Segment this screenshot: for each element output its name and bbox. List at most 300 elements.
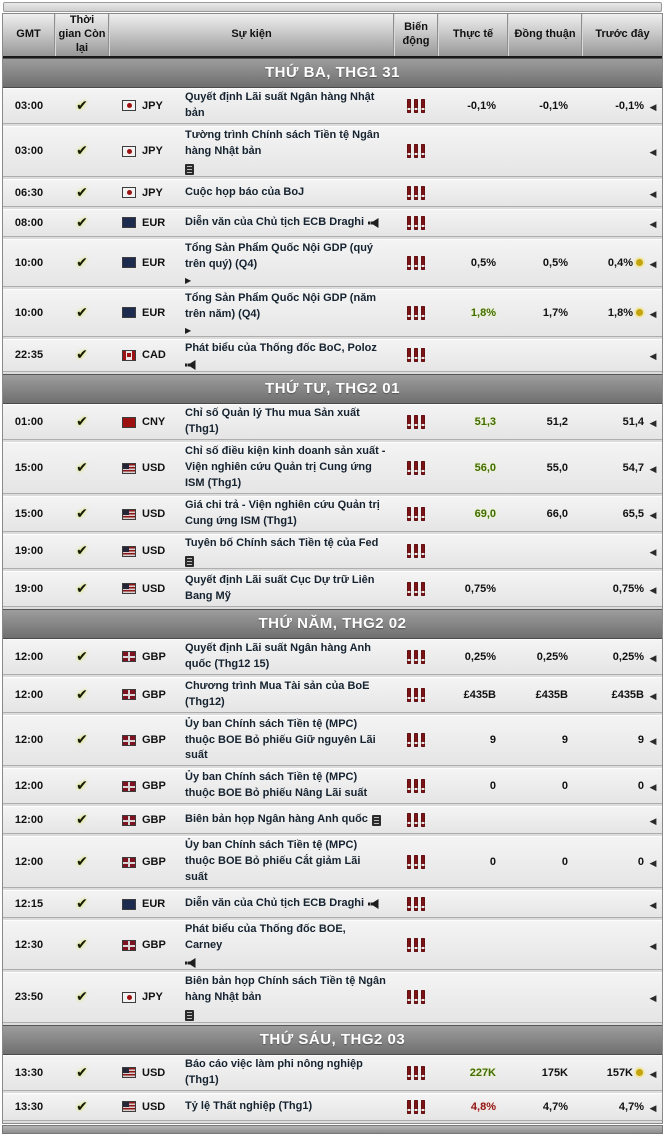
event-time: 10:00 — [14, 256, 44, 269]
time-left-cell — [55, 686, 109, 704]
previous-cell — [582, 508, 644, 520]
currency-code: USD — [142, 582, 166, 595]
previous-cell — [582, 416, 644, 428]
time-left-cell — [55, 459, 109, 477]
consensus-value: 4,7% — [542, 1100, 568, 1113]
expand-arrow-icon[interactable]: ◀ — [649, 188, 657, 199]
time-left-cell — [55, 214, 109, 232]
event-title: Giá chi trả - Viện nghiên cứu Quản trị Cung ứng ISM (Thg1) — [185, 499, 380, 528]
event-time: 12:00 — [14, 814, 44, 827]
event-row[interactable] — [3, 715, 662, 767]
check-icon: ✔ — [76, 303, 88, 320]
expand-cell — [644, 1064, 662, 1082]
currency-cell — [109, 416, 185, 428]
flag-icon-usd — [122, 463, 136, 474]
previous-value: £435B — [611, 688, 644, 701]
event-row[interactable] — [3, 890, 662, 918]
table-header — [3, 14, 662, 58]
event-row[interactable] — [3, 126, 662, 177]
flag-icon-usd — [122, 583, 136, 594]
previous-cell — [582, 583, 644, 595]
volatility-icon — [407, 990, 425, 1004]
event-row[interactable] — [3, 972, 662, 1023]
event-cell — [185, 241, 394, 285]
previous-cell — [582, 462, 644, 474]
expand-arrow-icon[interactable]: ◀ — [649, 547, 657, 558]
currency-code: USD — [142, 462, 166, 475]
event-row[interactable] — [3, 239, 662, 287]
currency-code: GBP — [142, 939, 166, 951]
expand-arrow-icon[interactable]: ◀ — [649, 993, 657, 1004]
check-icon: ✔ — [76, 346, 88, 363]
time-left-cell — [55, 895, 109, 913]
currency-cell — [109, 898, 185, 910]
event-cell — [185, 536, 394, 567]
expand-arrow-icon[interactable]: ◀ — [649, 690, 657, 701]
check-icon: ✔ — [76, 579, 88, 596]
event-title: Ủy ban Chính sách Tiền tệ (MPC) thuộc BOE Bỏ phiếu Cắt giảm Lãi suất — [185, 839, 361, 884]
currency-code: JPY — [142, 145, 163, 158]
event-row[interactable] — [3, 339, 662, 373]
time-left-cell — [55, 936, 109, 954]
event-cell — [185, 185, 394, 201]
currency-cell — [109, 1067, 185, 1079]
bottom-scrollbar[interactable] — [2, 1125, 663, 1134]
expand-arrow-icon[interactable]: ◀ — [649, 258, 657, 269]
flag-icon-gbp — [122, 815, 136, 826]
event-time: 23:50 — [14, 991, 44, 1004]
event-row[interactable] — [3, 179, 662, 207]
play-icon[interactable]: ▶ — [185, 325, 192, 335]
actual-value: 56,0 — [474, 462, 496, 475]
currency-cell — [109, 545, 185, 557]
actual-value: 4,8% — [470, 1100, 496, 1113]
volatility-cell — [394, 688, 438, 702]
expand-arrow-icon[interactable]: ◀ — [649, 816, 657, 827]
event-title: Phát biểu của Thống đốc BoC, Poloz — [185, 341, 377, 354]
currency-cell — [109, 651, 185, 663]
time-left-cell — [55, 853, 109, 871]
flag-icon-usd — [122, 546, 136, 557]
expand-cell — [644, 142, 662, 160]
flag-icon-usd — [122, 509, 136, 520]
previous-cell — [582, 1067, 644, 1079]
check-icon: ✔ — [76, 811, 88, 828]
expand-cell — [644, 580, 662, 598]
expand-cell — [644, 936, 662, 954]
expand-arrow-icon[interactable]: ◀ — [649, 351, 657, 362]
event-time: 01:00 — [14, 416, 44, 429]
previous-value: 54,7 — [622, 462, 644, 475]
previous-value: 51,4 — [622, 416, 644, 429]
volatility-icon — [407, 1066, 425, 1080]
expand-arrow-icon[interactable]: ◀ — [649, 464, 657, 475]
volatility-icon — [407, 813, 425, 827]
check-icon: ✔ — [76, 895, 88, 912]
consensus-value: 9 — [561, 734, 568, 747]
expand-cell — [644, 686, 662, 704]
currency-cell — [109, 100, 185, 112]
event-cell — [185, 291, 394, 335]
actual-value: 9 — [489, 734, 496, 747]
flag-icon-usd — [122, 1067, 136, 1078]
event-cell — [185, 679, 394, 711]
expand-arrow-icon[interactable]: ◀ — [649, 900, 657, 911]
expand-cell — [644, 304, 662, 322]
volatility-icon — [407, 650, 425, 664]
flag-icon-eur — [122, 217, 136, 228]
volatility-icon — [407, 461, 425, 475]
event-cell — [185, 573, 394, 605]
col-header-previous: Trước đây — [582, 14, 662, 56]
volatility-cell — [394, 306, 438, 320]
volatility-icon — [407, 216, 425, 230]
event-title: Tổng Sản Phẩm Quốc Nội GDP (năm trên năm) (Q4) — [185, 291, 377, 320]
flag-icon-gbp — [122, 781, 136, 792]
event-time: 15:00 — [14, 508, 44, 521]
volatility-icon — [407, 733, 425, 747]
expand-arrow-icon[interactable]: ◀ — [649, 858, 657, 869]
consensus-value: 0,25% — [536, 650, 568, 663]
event-cell — [185, 896, 394, 912]
event-row[interactable] — [3, 289, 662, 337]
volatility-cell — [394, 1066, 438, 1080]
currency-cell — [109, 734, 185, 746]
event-cell — [185, 922, 394, 968]
volatility-cell — [394, 650, 438, 664]
volatility-cell — [394, 813, 438, 827]
expand-cell — [644, 214, 662, 232]
event-time: 12:00 — [14, 780, 44, 793]
currency-cell — [109, 462, 185, 474]
currency-code: GBP — [142, 780, 166, 793]
event-cell — [185, 406, 394, 438]
event-time: 06:30 — [14, 186, 44, 199]
expand-cell — [644, 988, 662, 1006]
event-time: 19:00 — [14, 582, 44, 595]
check-icon: ✔ — [76, 853, 88, 870]
previous-cell — [582, 856, 644, 868]
event-title: Ủy ban Chính sách Tiền tệ (MPC) thuộc BOE Bỏ phiếu Nâng Lãi suất — [185, 771, 368, 800]
previous-value: 0 — [637, 780, 644, 793]
currency-cell — [109, 349, 185, 361]
flag-icon-cny — [122, 417, 136, 428]
actual-value: 0,75% — [464, 582, 496, 595]
check-icon: ✔ — [76, 777, 88, 794]
consensus-value: £435B — [535, 688, 568, 701]
volatility-icon — [407, 688, 425, 702]
time-left-cell — [55, 777, 109, 795]
event-cell — [185, 1099, 394, 1115]
revision-dot — [636, 259, 643, 266]
event-title: Diễn văn của Chủ tịch ECB Draghi — [185, 215, 365, 228]
event-title: Diễn văn của Chủ tịch ECB Draghi — [185, 897, 365, 910]
event-row[interactable] — [3, 496, 662, 532]
event-cell — [185, 641, 394, 673]
check-icon: ✔ — [76, 685, 88, 702]
event-title: Tuyên bố Chính sách Tiền tệ của Fed — [185, 537, 379, 549]
volatility-cell — [394, 186, 438, 200]
expand-cell — [644, 853, 662, 871]
currency-code: USD — [142, 1100, 166, 1113]
check-icon: ✔ — [76, 413, 88, 430]
event-row[interactable] — [3, 571, 662, 607]
consensus-value: -0,1% — [539, 99, 568, 112]
previous-cell — [582, 651, 644, 663]
event-title: Biên bản họp Chính sách Tiền tệ Ngân hàng Nhật bản — [185, 974, 386, 1003]
event-title: Chỉ số Quản lý Thu mua Sản xuất (Thg1) — [185, 407, 360, 436]
col-header-event: Sự kiện — [109, 14, 394, 56]
time-left-cell — [55, 142, 109, 160]
event-cell — [185, 498, 394, 530]
volatility-cell — [394, 507, 438, 521]
actual-value: 0 — [489, 780, 496, 793]
expand-arrow-icon[interactable]: ◀ — [649, 218, 657, 229]
volatility-icon — [407, 779, 425, 793]
previous-value: 1,8% — [607, 306, 633, 319]
volatility-cell — [394, 99, 438, 113]
time-left-cell — [55, 505, 109, 523]
currency-code: JPY — [142, 991, 163, 1004]
event-cell — [185, 215, 394, 231]
currency-code: EUR — [142, 216, 166, 229]
event-time: 12:00 — [14, 734, 44, 747]
event-title: Chỉ số điều kiện kinh doanh sản xuất - Viện nghiên cứu Quản trị Cung ứng ISM (Thg1) — [185, 445, 386, 490]
report-icon — [185, 164, 194, 175]
event-title: Quyết định Lãi suất Cục Dự trữ Liên Bang Mỹ — [185, 573, 375, 602]
event-time: 12:00 — [14, 688, 44, 701]
currency-code: GBP — [142, 814, 166, 827]
event-row[interactable] — [3, 768, 662, 804]
time-left-cell — [55, 304, 109, 322]
volatility-icon — [407, 256, 425, 270]
event-time: 03:00 — [14, 99, 44, 112]
flag-icon-jpy — [122, 187, 136, 198]
event-cell — [185, 444, 394, 492]
speech-icon — [368, 218, 379, 228]
previous-cell — [582, 689, 644, 701]
event-title: Quyết định Lãi suất Ngân hàng Anh quốc (Thg12 15) — [185, 641, 371, 670]
col-header-gmt: GMT — [3, 14, 55, 56]
speech-icon — [185, 360, 196, 370]
event-cell — [185, 1057, 394, 1089]
volatility-cell — [394, 990, 438, 1004]
time-left-cell — [55, 648, 109, 666]
expand-cell — [644, 254, 662, 272]
expand-cell — [644, 1098, 662, 1116]
check-icon: ✔ — [76, 731, 88, 748]
col-header-volatility: Biến động — [394, 14, 438, 56]
volatility-cell — [394, 144, 438, 158]
volatility-icon — [407, 855, 425, 869]
volatility-cell — [394, 256, 438, 270]
check-icon: ✔ — [76, 1097, 88, 1114]
expand-arrow-icon[interactable]: ◀ — [649, 1102, 657, 1113]
check-icon: ✔ — [76, 213, 88, 230]
event-time: 13:30 — [14, 1066, 44, 1079]
actual-value: 0,5% — [470, 256, 496, 269]
col-header-actual: Thực tế — [438, 14, 508, 56]
flag-icon-gbp — [122, 857, 136, 868]
volatility-cell — [394, 348, 438, 362]
volatility-icon — [407, 582, 425, 596]
expand-cell — [644, 413, 662, 431]
currency-cell — [109, 689, 185, 701]
currency-code: GBP — [142, 734, 166, 747]
event-row[interactable] — [3, 920, 662, 970]
check-icon: ✔ — [76, 936, 88, 952]
event-time: 10:00 — [14, 306, 44, 319]
day-header: THỨ SÁU, THG2 03 — [3, 1025, 662, 1055]
actual-value: 227K — [469, 1066, 496, 1079]
time-left-cell — [55, 346, 109, 364]
flag-icon-gbp — [122, 940, 136, 951]
horizontal-scrollbar[interactable] — [3, 2, 662, 12]
event-cell — [185, 717, 394, 765]
event-row[interactable] — [3, 1093, 662, 1121]
play-icon[interactable]: ▶ — [185, 275, 192, 285]
check-icon: ✔ — [76, 253, 88, 270]
economic-calendar-table — [2, 13, 663, 1124]
expand-arrow-icon[interactable]: ◀ — [649, 652, 657, 663]
expand-arrow-icon[interactable]: ◀ — [649, 101, 657, 112]
volatility-icon — [407, 544, 425, 558]
expand-arrow-icon[interactable]: ◀ — [649, 418, 657, 429]
expand-arrow-icon[interactable]: ◀ — [649, 308, 657, 319]
currency-code: JPY — [142, 186, 163, 199]
expand-arrow-icon[interactable]: ◀ — [649, 510, 657, 521]
time-left-cell — [55, 254, 109, 272]
volatility-icon — [407, 348, 425, 362]
expand-arrow-icon[interactable]: ◀ — [649, 147, 657, 158]
event-cell — [185, 838, 394, 886]
event-title: Biên bản họp Ngân hàng Anh quốc — [185, 813, 368, 826]
currency-code: GBP — [142, 856, 166, 869]
event-row[interactable] — [3, 534, 662, 569]
event-cell — [185, 812, 394, 828]
currency-cell — [109, 856, 185, 868]
flag-icon-gbp — [122, 735, 136, 746]
consensus-value: 175K — [541, 1066, 568, 1079]
expand-cell — [644, 505, 662, 523]
event-time: 12:00 — [14, 650, 44, 663]
currency-cell — [109, 814, 185, 826]
report-icon — [185, 1010, 194, 1021]
currency-cell — [109, 257, 185, 269]
currency-code: CNY — [142, 416, 166, 429]
event-row[interactable] — [3, 639, 662, 675]
event-title: Tổng Sản Phẩm Quốc Nội GDP (quý trên quý) (Q4) — [185, 241, 374, 270]
event-title: Cuộc họp báo của BoJ — [185, 185, 305, 198]
event-time: 19:00 — [14, 545, 44, 558]
expand-arrow-icon[interactable]: ◀ — [649, 584, 657, 595]
expand-cell — [644, 895, 662, 913]
volatility-icon — [407, 99, 425, 113]
expand-cell — [644, 777, 662, 795]
event-time: 22:35 — [14, 349, 44, 362]
time-left-cell — [55, 580, 109, 598]
volatility-cell — [394, 938, 438, 952]
time-left-cell — [55, 542, 109, 560]
flag-icon-jpy — [122, 146, 136, 157]
consensus-value: 0,5% — [542, 256, 568, 269]
volatility-cell — [394, 544, 438, 558]
currency-cell — [109, 780, 185, 792]
currency-code: USD — [142, 545, 166, 558]
event-time: 12:15 — [14, 898, 44, 911]
actual-value: 1,8% — [470, 306, 496, 319]
day-header: THỨ BA, THG1 31 — [3, 58, 662, 88]
previous-value: 0,75% — [612, 582, 644, 595]
previous-value: 0 — [637, 856, 644, 869]
check-icon: ✔ — [76, 647, 88, 664]
consensus-value: 0 — [561, 856, 568, 869]
volatility-icon — [407, 415, 425, 429]
time-left-cell — [55, 97, 109, 115]
event-time: 15:00 — [14, 462, 44, 475]
event-time: 12:30 — [14, 939, 44, 951]
time-left-cell — [55, 811, 109, 829]
event-row[interactable] — [3, 88, 662, 124]
expand-arrow-icon[interactable]: ◀ — [649, 941, 657, 951]
currency-code: GBP — [142, 650, 166, 663]
event-time: 13:30 — [14, 1100, 44, 1113]
event-row[interactable] — [3, 442, 662, 494]
volatility-icon — [407, 938, 425, 952]
event-row[interactable] — [3, 404, 662, 440]
col-header-time-left: Thời gian Còn lại — [55, 14, 109, 56]
flag-icon-usd — [122, 1101, 136, 1112]
expand-cell — [644, 542, 662, 560]
previous-cell — [582, 1101, 644, 1113]
speech-icon — [368, 899, 379, 909]
actual-value: 0 — [489, 856, 496, 869]
currency-cell — [109, 145, 185, 157]
expand-cell — [644, 648, 662, 666]
expand-arrow-icon[interactable]: ◀ — [649, 736, 657, 747]
volatility-icon — [407, 186, 425, 200]
event-row[interactable] — [3, 209, 662, 237]
currency-cell — [109, 991, 185, 1003]
time-left-cell — [55, 1064, 109, 1082]
event-title: Phát biểu của Thống đốc BOE, Carney — [185, 923, 346, 951]
volatility-cell — [394, 1100, 438, 1114]
expand-cell — [644, 811, 662, 829]
consensus-value: 66,0 — [546, 508, 568, 521]
expand-arrow-icon[interactable]: ◀ — [649, 782, 657, 793]
flag-icon-jpy — [122, 992, 136, 1003]
event-title: Báo cáo việc làm phi nông nghiệp (Thg1) — [185, 1057, 363, 1086]
report-icon — [372, 815, 381, 826]
event-row[interactable] — [3, 836, 662, 888]
day-header: THỨ NĂM, THG2 02 — [3, 609, 662, 639]
actual-value: £435B — [463, 688, 496, 701]
volatility-icon — [407, 507, 425, 521]
previous-value: 4,7% — [618, 1100, 644, 1113]
expand-cell — [644, 731, 662, 749]
time-left-cell — [55, 1098, 109, 1116]
previous-value: 9 — [637, 734, 644, 747]
event-row[interactable] — [3, 1055, 662, 1091]
expand-cell — [644, 97, 662, 115]
event-row[interactable] — [3, 677, 662, 713]
event-row[interactable] — [3, 806, 662, 834]
event-title: Ủy ban Chính sách Tiền tệ (MPC) thuộc BOE Bỏ phiếu Giữ nguyên Lãi suất — [185, 717, 376, 762]
expand-arrow-icon[interactable]: ◀ — [649, 1068, 657, 1079]
volatility-cell — [394, 415, 438, 429]
previous-value: 0,25% — [612, 650, 644, 663]
event-title: Tường trình Chính sách Tiền tệ Ngân hàng Nhật bản — [185, 128, 380, 157]
